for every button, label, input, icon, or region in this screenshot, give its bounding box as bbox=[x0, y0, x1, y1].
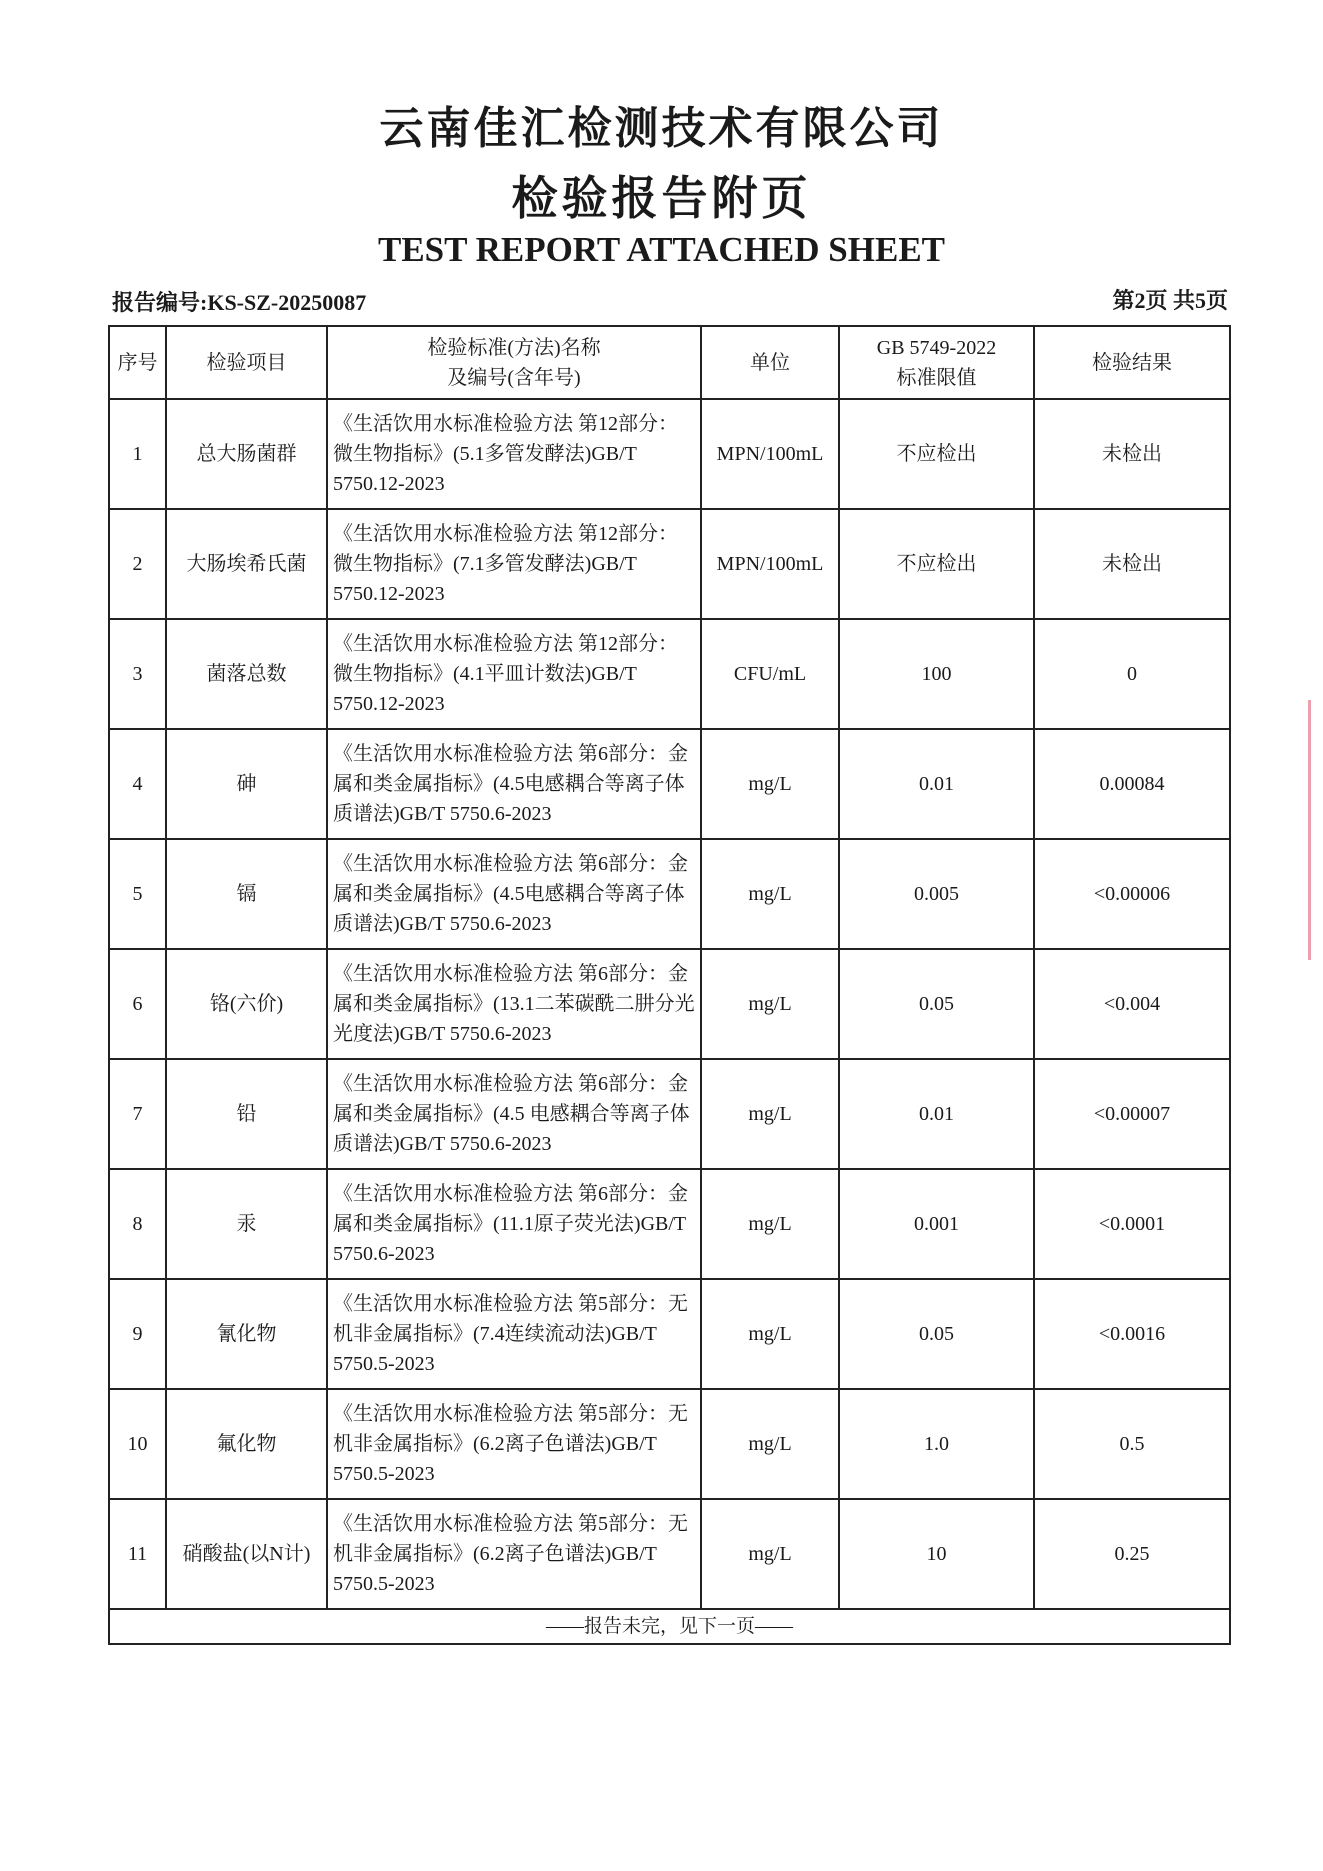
table-row bbox=[109, 619, 1230, 729]
cell-unit: MPN/100mL bbox=[701, 509, 839, 619]
cell-result: 0.00084 bbox=[1034, 729, 1230, 839]
header-item: 检验项目 bbox=[166, 326, 327, 399]
cell-limit: 0.05 bbox=[839, 949, 1034, 1059]
cell-unit: mg/L bbox=[701, 1499, 839, 1609]
report-title-cn: 检验报告附页 bbox=[511, 171, 812, 225]
cell-method: 《生活饮用水标准检验方法 第12部分：微生物指标》(7.1多管发酵法)GB/T 5750.12-2023 bbox=[327, 509, 701, 619]
cell-method: 《生活饮用水标准检验方法 第5部分：无机非金属指标》(6.2离子色谱法)GB/T 5750.5-2023 bbox=[327, 1499, 701, 1609]
cell-result: <0.0016 bbox=[1034, 1279, 1230, 1389]
cell-unit: mg/L bbox=[701, 1279, 839, 1389]
cell-item: 硝酸盐(以N计) bbox=[166, 1499, 327, 1609]
cell-limit: 不应检出 bbox=[839, 509, 1034, 619]
cell-limit: 0.005 bbox=[839, 839, 1034, 949]
cell-unit: mg/L bbox=[701, 729, 839, 839]
continued-note: ——报告未完，见下一页—— bbox=[109, 1609, 1230, 1644]
cell-method: 《生活饮用水标准检验方法 第5部分：无机非金属指标》(7.4连续流动法)GB/T 5750.5-2023 bbox=[327, 1279, 701, 1389]
cell-seq: 9 bbox=[109, 1279, 166, 1389]
page-indicator: 第2页 共5页 bbox=[1112, 288, 1228, 313]
header-result: 检验结果 bbox=[1034, 326, 1230, 399]
cell-method: 《生活饮用水标准检验方法 第12部分：微生物指标》(4.1平皿计数法)GB/T 5750.12-2023 bbox=[327, 619, 701, 729]
cell-seq: 4 bbox=[109, 729, 166, 839]
cell-seq: 5 bbox=[109, 839, 166, 949]
header-method-line1: 检验标准(方法)名称 bbox=[427, 336, 601, 359]
table-row bbox=[109, 509, 1230, 619]
table-row bbox=[109, 729, 1230, 839]
table-row bbox=[109, 949, 1230, 1059]
cell-method: 《生活饮用水标准检验方法 第5部分：无机非金属指标》(6.2离子色谱法)GB/T 5750.5-2023 bbox=[327, 1389, 701, 1499]
table-row bbox=[109, 1279, 1230, 1389]
cell-limit: 10 bbox=[839, 1499, 1034, 1609]
cell-item: 氟化物 bbox=[166, 1389, 327, 1499]
cell-item: 铬(六价) bbox=[166, 949, 327, 1059]
cell-result: 0.5 bbox=[1034, 1389, 1230, 1499]
table-row bbox=[109, 839, 1230, 949]
cell-limit: 0.01 bbox=[839, 1059, 1034, 1169]
header-limit bbox=[839, 326, 1034, 399]
cell-seq: 10 bbox=[109, 1389, 166, 1499]
cell-result: 0 bbox=[1034, 619, 1230, 729]
table-header-row bbox=[109, 326, 1230, 399]
cell-item: 砷 bbox=[166, 729, 327, 839]
header-method-line2: 及编号(含年号) bbox=[447, 366, 581, 389]
header-limit-line1: GB 5749-2022 bbox=[876, 336, 997, 359]
table-row bbox=[109, 1389, 1230, 1499]
header-unit: 单位 bbox=[701, 326, 839, 399]
cell-seq: 11 bbox=[109, 1499, 166, 1609]
cell-method: 《生活饮用水标准检验方法 第6部分：金属和类金属指标》(11.1原子荧光法)GB/T 5750.6-2023 bbox=[327, 1169, 701, 1279]
cell-item: 铅 bbox=[166, 1059, 327, 1169]
cell-method: 《生活饮用水标准检验方法 第6部分：金属和类金属指标》(13.1二苯碳酰二肼分光光度法)GB/T 5750.6-2023 bbox=[327, 949, 701, 1059]
cell-unit: mg/L bbox=[701, 1059, 839, 1169]
cell-item: 镉 bbox=[166, 839, 327, 949]
cell-result: 未检出 bbox=[1034, 399, 1230, 509]
cell-item: 汞 bbox=[166, 1169, 327, 1279]
cell-limit: 100 bbox=[839, 619, 1034, 729]
cell-limit: 0.01 bbox=[839, 729, 1034, 839]
company-name: 云南佳汇检测技术有限公司 bbox=[379, 103, 944, 154]
cell-unit: CFU/mL bbox=[701, 619, 839, 729]
table-row bbox=[109, 1499, 1230, 1609]
cell-result: <0.004 bbox=[1034, 949, 1230, 1059]
table-row bbox=[109, 1059, 1230, 1169]
cell-limit: 1.0 bbox=[839, 1389, 1034, 1499]
cell-limit: 0.001 bbox=[839, 1169, 1034, 1279]
cell-item: 大肠埃希氏菌 bbox=[166, 509, 327, 619]
report-number: 报告编号:KS-SZ-20250087 bbox=[112, 290, 367, 315]
cell-method: 《生活饮用水标准检验方法 第6部分：金属和类金属指标》(4.5电感耦合等离子体质谱法)GB/T 5750.6-2023 bbox=[327, 839, 701, 949]
cell-seq: 7 bbox=[109, 1059, 166, 1169]
cell-result: 0.25 bbox=[1034, 1499, 1230, 1609]
cell-unit: MPN/100mL bbox=[701, 399, 839, 509]
cell-result: <0.00007 bbox=[1034, 1059, 1230, 1169]
cell-seq: 2 bbox=[109, 509, 166, 619]
cell-item: 总大肠菌群 bbox=[166, 399, 327, 509]
cell-limit: 不应检出 bbox=[839, 399, 1034, 509]
cell-unit: mg/L bbox=[701, 949, 839, 1059]
table-row bbox=[109, 1169, 1230, 1279]
cell-unit: mg/L bbox=[701, 839, 839, 949]
cell-seq: 1 bbox=[109, 399, 166, 509]
header-seq: 序号 bbox=[109, 326, 166, 399]
cell-seq: 6 bbox=[109, 949, 166, 1059]
header-limit-line2: 标准限值 bbox=[896, 366, 977, 389]
cell-unit: mg/L bbox=[701, 1169, 839, 1279]
cell-method: 《生活饮用水标准检验方法 第12部分：微生物指标》(5.1多管发酵法)GB/T 5750.12-2023 bbox=[327, 399, 701, 509]
cell-method: 《生活饮用水标准检验方法 第6部分：金属和类金属指标》(4.5 电感耦合等离子体质谱法)GB/T 5750.6-2023 bbox=[327, 1059, 701, 1169]
cell-item: 氰化物 bbox=[166, 1279, 327, 1389]
cell-seq: 3 bbox=[109, 619, 166, 729]
table-row bbox=[109, 399, 1230, 509]
cell-result: 未检出 bbox=[1034, 509, 1230, 619]
report-title-en: TEST REPORT ATTACHED SHEET bbox=[377, 230, 946, 269]
cell-unit: mg/L bbox=[701, 1389, 839, 1499]
cell-result: <0.0001 bbox=[1034, 1169, 1230, 1279]
cell-method: 《生活饮用水标准检验方法 第6部分：金属和类金属指标》(4.5电感耦合等离子体质谱法)GB/T 5750.6-2023 bbox=[327, 729, 701, 839]
cell-limit: 0.05 bbox=[839, 1279, 1034, 1389]
cell-item: 菌落总数 bbox=[166, 619, 327, 729]
header-method bbox=[327, 326, 701, 399]
cell-result: <0.00006 bbox=[1034, 839, 1230, 949]
table-footer-row bbox=[109, 1609, 1230, 1644]
results-table bbox=[108, 325, 1231, 1645]
cell-seq: 8 bbox=[109, 1169, 166, 1279]
seal-stamp-edge bbox=[1308, 700, 1323, 960]
